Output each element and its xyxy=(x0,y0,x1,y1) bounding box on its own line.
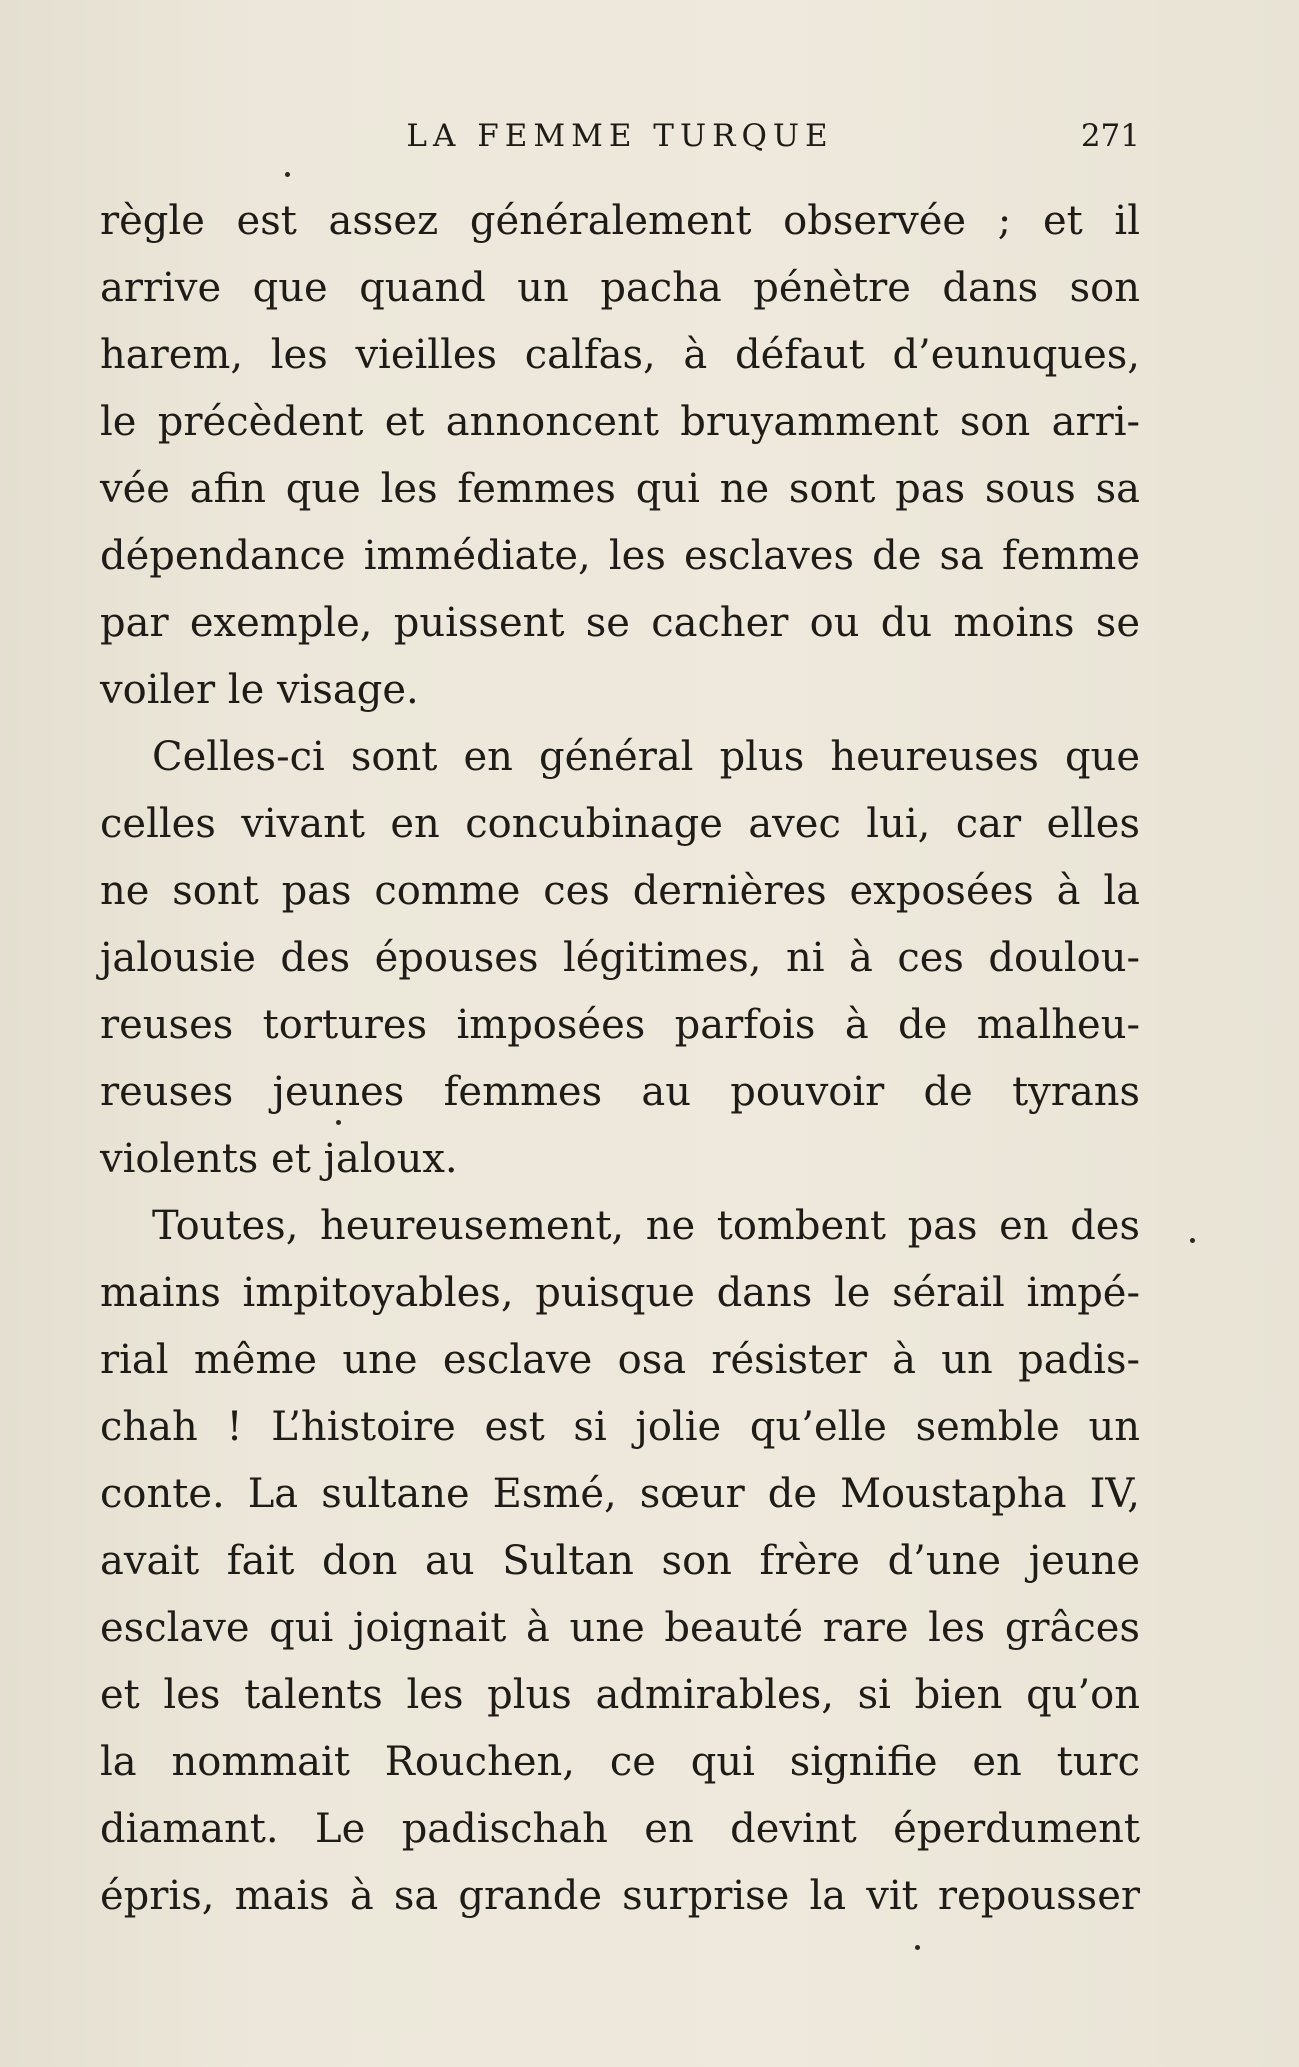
text-line: la nommait Rouchen, ce qui signifie en turc xyxy=(100,1739,1140,1785)
running-title: LA FEMME TURQUE xyxy=(406,118,834,154)
ink-speck xyxy=(285,172,290,177)
text-line: le précèdent et annoncent bruyamment son arri- xyxy=(100,399,1140,445)
text-line: chah ! L’histoire est si jolie qu’elle semble un xyxy=(100,1404,1140,1450)
ink-speck xyxy=(915,1945,920,1950)
text-line: vée afin que les femmes qui ne sont pas sous sa xyxy=(100,466,1140,512)
text-line: violents et jaloux. xyxy=(100,1136,458,1182)
page-header xyxy=(100,118,1140,168)
body-text xyxy=(100,188,1140,1930)
text-line: conte. La sultane Esmé, sœur de Moustapha IV, xyxy=(100,1471,1140,1517)
text-line: diamant. Le padischah en devint éperdument xyxy=(100,1806,1140,1852)
text-line: avait fait don au Sultan son frère d’une jeune xyxy=(100,1538,1140,1584)
text-line: rial même une esclave osa résister à un padis- xyxy=(100,1337,1140,1383)
text-line: Toutes, heureusement, ne tombent pas en des xyxy=(152,1203,1140,1249)
ink-speck xyxy=(336,1120,341,1125)
text-line: reuses jeunes femmes au pouvoir de tyrans xyxy=(100,1069,1140,1115)
text-line: reuses tortures imposées parfois à de malheu- xyxy=(100,1002,1140,1048)
text-line: harem, les vieilles calfas, à défaut d’eunuques, xyxy=(100,332,1140,378)
text-line: mains impitoyables, puisque dans le sérail impé- xyxy=(100,1270,1140,1316)
text-line: et les talents les plus admirables, si bien qu’on xyxy=(100,1672,1140,1718)
text-line: par exemple, puissent se cacher ou du moins se xyxy=(100,600,1140,646)
text-line: règle est assez généralement observée ; et il xyxy=(100,198,1140,244)
text-line: arrive que quand un pacha pénètre dans son xyxy=(100,265,1140,311)
text-line: dépendance immédiate, les esclaves de sa femme xyxy=(100,533,1140,579)
ink-speck xyxy=(1190,1238,1195,1243)
text-line: voiler le visage. xyxy=(100,667,419,713)
text-line: Celles-ci sont en général plus heureuses que xyxy=(152,734,1140,780)
text-line: épris, mais à sa grande surprise la vit repousser xyxy=(100,1873,1140,1919)
text-line: ne sont pas comme ces dernières exposées à la xyxy=(100,868,1140,914)
text-line: celles vivant en concubinage avec lui, car elles xyxy=(100,801,1140,847)
text-line: jalousie des épouses légitimes, ni à ces doulou- xyxy=(100,935,1140,981)
page-number: 271 xyxy=(1080,118,1140,154)
text-line: esclave qui joignait à une beauté rare les grâces xyxy=(100,1605,1140,1651)
